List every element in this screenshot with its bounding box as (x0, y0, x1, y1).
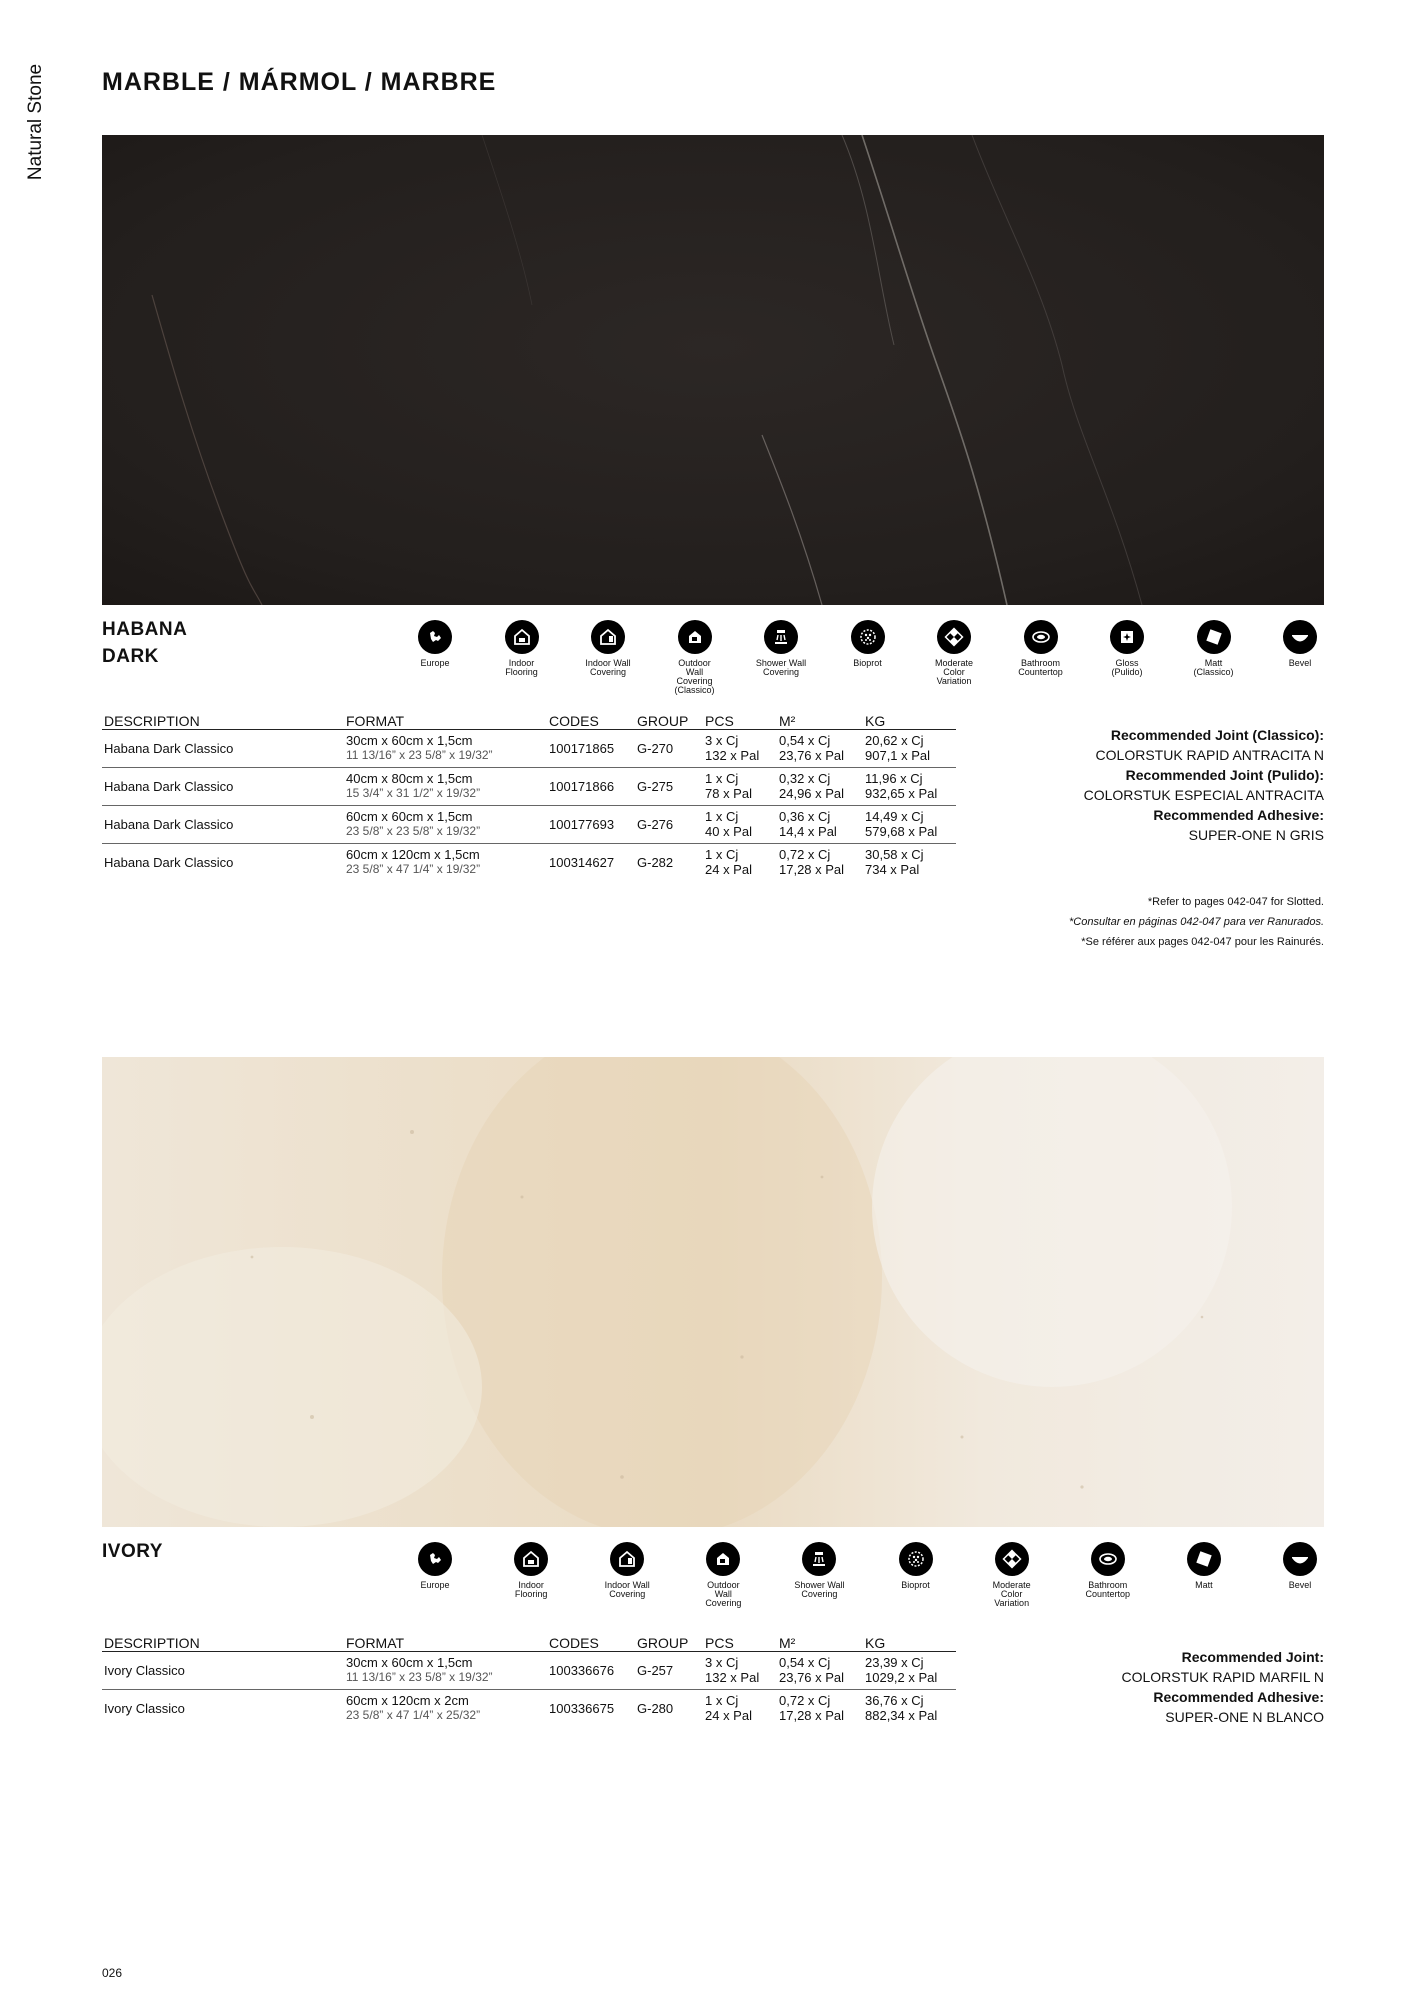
shower-wall-covering-icon-label: Shower Wall Covering (755, 658, 807, 677)
cell-format-secondary: 11 13/16” x 23 5/8” x 19/32” (346, 1670, 493, 1684)
cell-pcs (703, 805, 777, 843)
habana-dark-stone-image (102, 135, 1324, 605)
cell-pcs-secondary: 24 x Pal (705, 1708, 752, 1724)
cell-kg (863, 1689, 956, 1727)
matt-icon (1197, 620, 1231, 654)
note-english: *Refer to pages 042-047 for Slotted. (1147, 896, 1324, 908)
indoor-wall-covering-icon-label: Indoor Wall Covering (585, 658, 631, 677)
cell-group (635, 1689, 703, 1727)
cell-kg-secondary: 1029,2 x Pal (865, 1670, 938, 1685)
shower-wall-covering-icon (764, 620, 798, 654)
cell-group-value: G-276 (637, 816, 674, 832)
cell-pcs-secondary: 24 x Pal (705, 862, 752, 878)
gloss-icon (1110, 620, 1144, 654)
header-format: FORMAT (344, 1633, 547, 1651)
cell-pcs (703, 729, 777, 767)
bioprot-icon (851, 620, 885, 654)
bevel-icon-label: Bevel (1288, 1580, 1312, 1590)
bathroom-countertop-icon-item (1001, 620, 1081, 677)
slotted-notes (924, 892, 1324, 952)
europe-icon-item (395, 1542, 475, 1590)
cell-m2-secondary: 24,96 x Pal (779, 786, 845, 801)
cell-m2-secondary: 17,28 x Pal (779, 1708, 845, 1724)
bathroom-countertop-icon-label: Bathroom Countertop (1085, 1580, 1131, 1599)
ivory-feature-icons (0, 1542, 1414, 1632)
cell-pcs-value: 1 x Cj (705, 809, 739, 824)
cell-format-secondary: 11 13/16” x 23 5/8” x 19/32” (346, 748, 493, 762)
gloss-icon-item (1087, 620, 1167, 677)
cell-kg-value: 23,39 x Cj (865, 1655, 924, 1670)
bioprot-icon (899, 1542, 933, 1576)
ivory-spec-table (102, 1633, 956, 1727)
cell-m2-secondary: 14,4 x Pal (779, 824, 837, 839)
cell-pcs-secondary: 132 x Pal (705, 748, 760, 763)
cell-description (102, 1689, 344, 1727)
cell-description-value: Habana Dark Classico (104, 740, 234, 756)
matt-icon-label: Matt (Classico) (1193, 658, 1234, 677)
ivory-stone-image (102, 1057, 1324, 1527)
cell-kg-value: 20,62 x Cj (865, 733, 924, 748)
table-row (102, 805, 956, 843)
cell-kg-value: 30,58 x Cj (865, 847, 924, 863)
cell-description (102, 843, 344, 881)
joint-label: Recommended Adhesive: (1153, 1689, 1324, 1705)
header-description: DESCRIPTION (102, 1633, 344, 1651)
outdoor-wall-covering-icon (706, 1542, 740, 1576)
cell-kg-secondary: 882,34 x Pal (865, 1708, 938, 1724)
indoor-flooring-icon-item (491, 1542, 571, 1599)
header-codes: CODES (547, 711, 635, 729)
moderate-color-variation-icon-item (972, 1542, 1052, 1608)
cell-description-value: Ivory Classico (104, 1662, 185, 1678)
europe-icon-label: Europe (420, 1580, 450, 1590)
europe-icon-item (395, 620, 475, 668)
cell-format-secondary: 23 5/8” x 47 1/4” x 25/32” (346, 1708, 481, 1723)
cell-format-value: 60cm x 60cm x 1,5cm (346, 809, 473, 824)
cell-pcs-secondary: 40 x Pal (705, 824, 752, 839)
cell-format-secondary: 23 5/8” x 47 1/4” x 19/32” (346, 862, 481, 877)
habana-dark-name-line1: HABANA (102, 619, 188, 640)
table-row (102, 1651, 956, 1689)
cell-format-value: 30cm x 60cm x 1,5cm (346, 1655, 473, 1670)
cell-kg (863, 767, 956, 805)
outdoor-wall-covering-icon (678, 620, 712, 654)
bathroom-countertop-icon-item (1068, 1542, 1148, 1599)
cell-format (344, 767, 547, 805)
table-row (102, 729, 956, 767)
header-format: FORMAT (344, 711, 547, 729)
habana-dark-recommended-joints (1024, 725, 1324, 845)
cell-m2 (777, 843, 863, 881)
cell-group-value: G-257 (637, 1662, 674, 1678)
cell-code-value: 100314627 (549, 854, 615, 870)
cell-pcs-value: 1 x Cj (705, 1693, 739, 1709)
table-row (102, 1689, 956, 1727)
bioprot-icon-item (828, 620, 908, 668)
cell-group (635, 1651, 703, 1689)
cell-kg-secondary: 932,65 x Pal (865, 786, 938, 801)
cell-kg (863, 1651, 956, 1689)
indoor-wall-covering-icon (610, 1542, 644, 1576)
cell-kg (863, 805, 956, 843)
cell-description (102, 729, 344, 767)
cell-group (635, 805, 703, 843)
indoor-wall-covering-icon (591, 620, 625, 654)
bevel-icon (1283, 1542, 1317, 1576)
joint-label: Recommended Adhesive: (1153, 807, 1324, 823)
cell-pcs-value: 3 x Cj (705, 733, 739, 748)
cell-m2 (777, 767, 863, 805)
table-header-row (102, 1633, 956, 1651)
cell-description-value: Habana Dark Classico (104, 778, 234, 794)
joint-label: Recommended Joint: (1181, 1649, 1324, 1665)
bathroom-countertop-icon-label: Bathroom Countertop (1018, 658, 1063, 677)
joint-value: SUPER-ONE N GRIS (1188, 827, 1324, 843)
joint-value: COLORSTUK RAPID MARFIL N (1121, 1669, 1324, 1685)
outdoor-wall-covering-icon-label: Outdoor Wall Covering (Classico) (674, 658, 715, 695)
header-group: GROUP (635, 711, 703, 729)
cell-pcs-secondary: 78 x Pal (705, 786, 752, 801)
cell-kg-secondary: 579,68 x Pal (865, 824, 938, 839)
indoor-flooring-icon-label: Indoor Flooring (505, 658, 538, 677)
indoor-wall-covering-icon-item (587, 1542, 667, 1599)
outdoor-wall-covering-icon-item (655, 620, 735, 695)
cell-description (102, 1651, 344, 1689)
header-kg: KG (863, 1633, 956, 1651)
cell-kg-value: 11,96 x Cj (865, 771, 923, 786)
matt-icon (1187, 1542, 1221, 1576)
cell-pcs-value: 3 x Cj (705, 1655, 739, 1670)
cell-code (547, 843, 635, 881)
cell-m2-secondary: 17,28 x Pal (779, 862, 845, 878)
cell-group-value: G-275 (637, 778, 674, 794)
matt-icon-item (1174, 620, 1254, 677)
outdoor-wall-covering-icon-label: Outdoor Wall Covering (705, 1580, 742, 1608)
cell-format (344, 1689, 547, 1727)
cell-code-value: 100336675 (549, 1700, 615, 1716)
bathroom-countertop-icon (1024, 620, 1058, 654)
gloss-icon-label: Gloss (Pulido) (1111, 658, 1143, 677)
cell-m2 (777, 1651, 863, 1689)
bevel-icon-item (1260, 1542, 1340, 1590)
cell-pcs-secondary: 132 x Pal (705, 1670, 760, 1685)
cell-kg-secondary: 907,1 x Pal (865, 748, 931, 763)
cell-m2-secondary: 23,76 x Pal (779, 1670, 845, 1685)
cell-description-value: Habana Dark Classico (104, 816, 234, 832)
habana-dark-name-line2: DARK (102, 646, 159, 667)
joint-value: SUPER-ONE N BLANCO (1165, 1709, 1324, 1725)
shower-wall-covering-icon (802, 1542, 836, 1576)
cell-pcs (703, 1651, 777, 1689)
cell-code-value: 100336676 (549, 1662, 615, 1678)
joint-value: COLORSTUK ESPECIAL ANTRACITA (1083, 787, 1324, 803)
cell-code (547, 767, 635, 805)
bioprot-icon-item (876, 1542, 956, 1590)
moderate-color-variation-icon (937, 620, 971, 654)
cell-description-value: Habana Dark Classico (104, 854, 234, 870)
cell-kg (863, 843, 956, 881)
cell-m2-value: 0,72 x Cj (779, 1693, 831, 1709)
note-spanish: *Consultar en páginas 042-047 para ver Ranurados. (1069, 916, 1324, 928)
indoor-flooring-icon-label: Indoor Flooring (514, 1580, 548, 1599)
cell-group (635, 843, 703, 881)
cell-pcs (703, 1689, 777, 1727)
cell-format (344, 729, 547, 767)
cell-format-value: 60cm x 120cm x 2cm (346, 1693, 469, 1709)
note-french: *Se référer aux pages 042-047 pour les Rainurés. (1081, 936, 1324, 948)
moderate-color-variation-icon-label: Moderate Color Variation (992, 1580, 1031, 1608)
indoor-wall-covering-icon-label: Indoor Wall Covering (604, 1580, 650, 1599)
bioprot-icon-label: Bioprot (853, 658, 882, 668)
cell-kg (863, 729, 956, 767)
table-header-row (102, 711, 956, 729)
cell-description (102, 805, 344, 843)
cell-format-secondary: 23 5/8” x 23 5/8” x 19/32” (346, 824, 481, 838)
cell-pcs (703, 767, 777, 805)
bevel-icon-label: Bevel (1288, 658, 1312, 668)
cell-group-value: G-282 (637, 854, 674, 870)
habana-dark-spec-table (102, 711, 956, 881)
shower-wall-covering-icon-item (741, 620, 821, 677)
cell-format (344, 805, 547, 843)
moderate-color-variation-icon-label: Moderate Color Variation (934, 658, 974, 686)
cell-m2-secondary: 23,76 x Pal (779, 748, 845, 763)
bevel-icon (1283, 620, 1317, 654)
europe-icon (418, 1542, 452, 1576)
indoor-flooring-icon (514, 1542, 548, 1576)
cell-code (547, 729, 635, 767)
matt-icon-label: Matt (1195, 1580, 1213, 1590)
table-row (102, 843, 956, 881)
cell-format-value: 30cm x 60cm x 1,5cm (346, 733, 473, 748)
header-description: DESCRIPTION (102, 711, 344, 729)
cell-group-value: G-280 (637, 1700, 674, 1716)
cell-code-value: 100171865 (549, 740, 615, 756)
cell-format (344, 1651, 547, 1689)
cell-kg-value: 14,49 x Cj (865, 809, 924, 824)
joint-label: Recommended Joint (Classico): (1110, 727, 1324, 743)
cell-format-secondary: 15 3/4” x 31 1/2” x 19/32” (346, 786, 481, 800)
cell-pcs (703, 843, 777, 881)
bathroom-countertop-icon (1091, 1542, 1125, 1576)
cell-m2-value: 0,54 x Cj (779, 1655, 831, 1670)
europe-icon (418, 620, 452, 654)
cell-format (344, 843, 547, 881)
cell-group (635, 729, 703, 767)
matt-icon-item (1164, 1542, 1244, 1590)
indoor-flooring-icon-item (482, 620, 562, 677)
cell-kg-secondary: 734 x Pal (865, 862, 920, 878)
cell-code (547, 1651, 635, 1689)
cell-code-value: 100171866 (549, 778, 615, 794)
outdoor-wall-covering-icon-item (683, 1542, 763, 1608)
cell-m2-value: 0,72 x Cj (779, 847, 831, 863)
moderate-color-variation-icon-item (914, 620, 994, 686)
bevel-icon-item (1260, 620, 1340, 668)
ivory-recommended-joints (1024, 1647, 1324, 1727)
cell-code (547, 805, 635, 843)
cell-m2-value: 0,36 x Cj (779, 809, 831, 824)
header-m2: M² (777, 1633, 863, 1651)
joint-label: Recommended Joint (Pulido): (1125, 767, 1324, 783)
cell-group (635, 767, 703, 805)
joint-value: COLORSTUK RAPID ANTRACITA N (1095, 747, 1324, 763)
indoor-wall-covering-icon-item (568, 620, 648, 677)
side-label-text: Natural Stone (25, 63, 46, 181)
header-kg: KG (863, 711, 956, 729)
bioprot-icon-label: Bioprot (901, 1580, 930, 1590)
cell-format-value: 40cm x 80cm x 1,5cm (346, 771, 473, 786)
page-title: MARBLE / MÁRMOL / MARBRE (102, 68, 497, 96)
section-side-label (24, 52, 48, 192)
cell-m2-value: 0,54 x Cj (779, 733, 831, 748)
cell-format-value: 60cm x 120cm x 1,5cm (346, 847, 480, 863)
shower-wall-covering-icon-label: Shower Wall Covering (794, 1580, 845, 1599)
cell-m2 (777, 1689, 863, 1727)
cell-pcs-value: 1 x Cj (705, 771, 739, 786)
cell-description-value: Ivory Classico (104, 1700, 185, 1716)
cell-code-value: 100177693 (549, 816, 615, 832)
cell-description (102, 767, 344, 805)
header-pcs: PCS (703, 711, 777, 729)
header-codes: CODES (547, 1633, 635, 1651)
cell-m2 (777, 805, 863, 843)
table-row (102, 767, 956, 805)
shower-wall-covering-icon-item (779, 1542, 859, 1599)
cell-code (547, 1689, 635, 1727)
indoor-flooring-icon (505, 620, 539, 654)
moderate-color-variation-icon (995, 1542, 1029, 1576)
cell-kg-value: 36,76 x Cj (865, 1693, 924, 1709)
header-pcs: PCS (703, 1633, 777, 1651)
cell-group-value: G-270 (637, 740, 674, 756)
cell-m2-value: 0,32 x Cj (779, 771, 831, 786)
habana-dark-feature-icons (0, 620, 1414, 710)
cell-m2 (777, 729, 863, 767)
page-number: 026 (102, 1966, 123, 1980)
cell-pcs-value: 1 x Cj (705, 847, 739, 863)
ivory-name-line1: IVORY (102, 1541, 163, 1562)
header-group: GROUP (635, 1633, 703, 1651)
europe-icon-label: Europe (420, 658, 450, 668)
header-m2: M² (777, 711, 863, 729)
